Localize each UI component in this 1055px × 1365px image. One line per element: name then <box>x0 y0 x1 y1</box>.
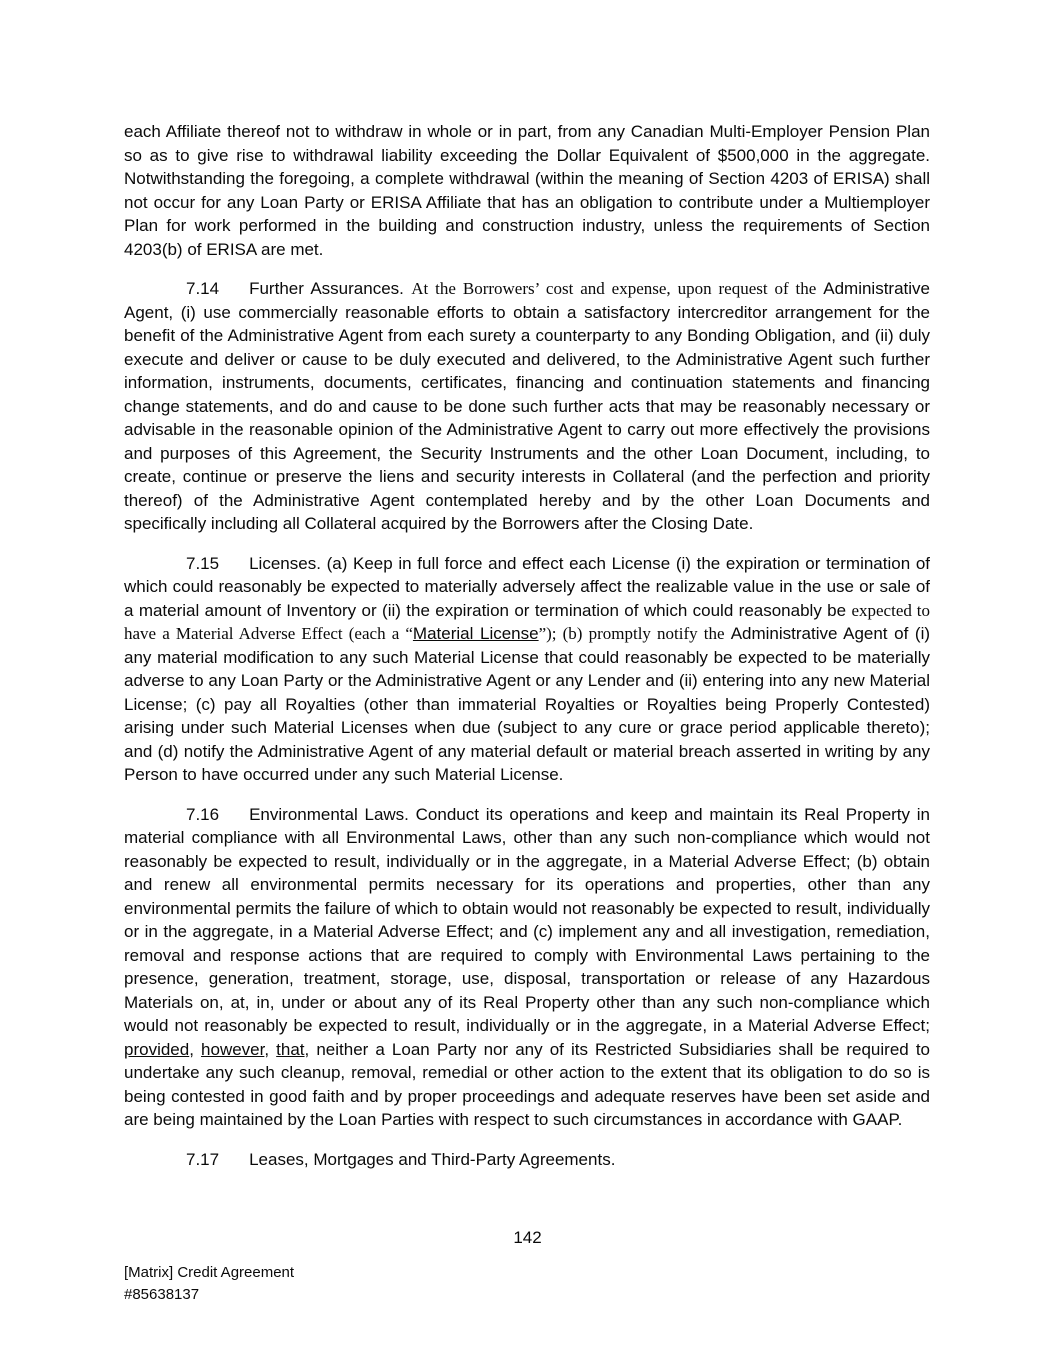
section-7-17-leases-mortgages: 7.17 Leases, Mortgages and Third-Party Agreements. <box>186 1149 616 1169</box>
section-7-16-environmental-laws: 7.16 Environmental Laws. Conduct its operations and keep and maintain its Real Property in material compliance with all Environmental Laws, other than any such non-compliance which would not reasonably be expected to result, individually or in the aggregate, in a Material Adverse Effect; (b) obtain and renew all environmental permits necessary for its operations and properties, other than any environmental permits the failure of which to obtain would not reasonably be expected to result, individually or in the aggregate, in a Material Adverse Effect; and (c) implement any and all investigation, remediation, removal and response actions that are required to comply with Environmental Laws pertaining to the presence, generation, treatment, storage, use, disposal, transportation or release of any Hazardous Materials on, at, in, under or about any of its Real Property other than any such non-compliance which would not reasonably be expected to result, individually or in the aggregate, in a Material Adverse Effect; provided, however, that, neither a Loan Party nor any of its Restricted Subsidiaries shall be required to undertake any such cleanup, removal, remedial or other action to the extent that its obligation to do so is being contested in good faith and by proper proceedings and adequate reserves have been set aside and are being maintained by the Loan Parties with respect to such circumstances in accordance with GAAP. <box>124 804 930 1129</box>
paragraph-pension-withdrawal: each Affiliate thereof not to withdraw in whole or in part, from any Canadian Multi-Employer Pension Plan so as to give rise to withdrawal liability exceeding the Dollar Equivalent of $500,000 in the aggregate. Notwithstanding the foregoing, a complete withdrawal (within the meaning of Section 4203 of ERISA) shall not occur for any Loan Party or ERISA Affiliate that has an obligation to contribute under a Multiemployer Plan for work performed in the building and construction industry, unless the requirements of Section 4203(b) of ERISA are met. <box>124 122 930 259</box>
page-content <box>124 120 930 1187</box>
section-7-14-further-assurances: 7.14 Further Assurances. At the Borrowers’ cost and expense, upon request of the Administrative Agent, (i) use commercially reasonable efforts to obtain a satisfactory intercreditor arrangement for the benefit of the Administrative Agent from each surety a counterparty to any Bonding Obligation, and (ii) duly execute and deliver or cause to be duly executed and delivered, to the Administrative Agent such further information, instruments, documents, certificates, financing and continuation statements and financing change statements, and do and cause to be done such further acts that may be reasonably necessary or advisable in the reasonable opinion of the Administrative Agent to carry out more effectively the provisions and purposes of this Agreement, the Security Instruments and the other Loan Document, including, to create, continue or preserve the liens and security interests in Collateral (and the perfection and priority thereof) of the Administrative Agent contemplated hereby and by the other Loan Documents and specifically including all Collateral acquired by the Borrowers after the Closing Date. <box>124 279 931 533</box>
page-number: 142 <box>513 1228 542 1247</box>
section-7-15-licenses: 7.15 Licenses. (a) Keep in full force and effect each License (i) the expiration or termination of which could reasonably be expected to materially adversely affect the realizable value in the use or sale of a material amount of Inventory or (ii) the expiration or termination of which could reasonably be expected to have a Material Adverse Effect (each a “Material License”); (b) promptly notify the Administrative Agent of (i) any material modification to any such Material License that could reasonably be expected to be materially adverse to any Loan Party or the Administrative Agent or any Lender and (ii) entering into any new Material License; (c) pay all Royalties (other than immaterial Royalties or Royalties being Properly Contested) arising under such Material Licenses when due (subject to any cure or grace period applicable thereto); and (d) notify the Administrative Agent of any material default or material breach asserted in writing by any Person to have occurred under any such Material License. <box>124 553 931 784</box>
footer-doc-id: #85638137 <box>124 1286 200 1303</box>
footer-doc-title: [Matrix] Credit Agreement <box>124 1264 295 1281</box>
document-footer <box>124 1262 294 1306</box>
